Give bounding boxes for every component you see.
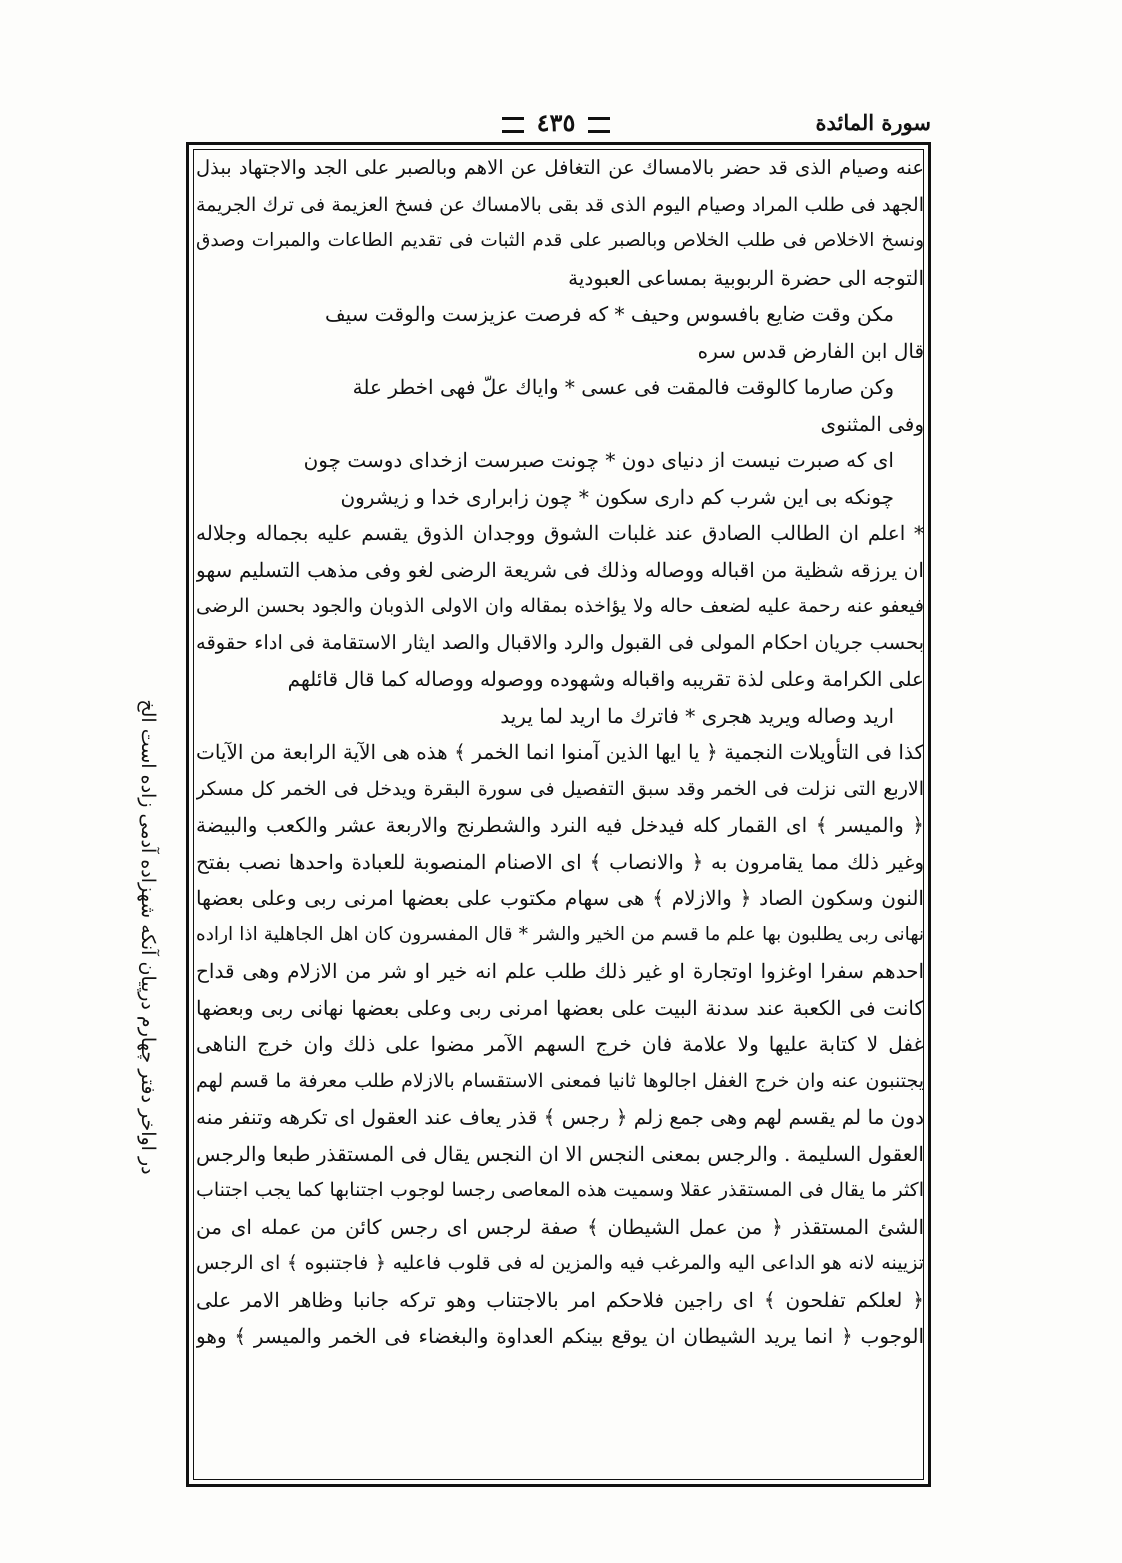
margin-note-text: در اواخر دفتر چهارم درپيان آنكه شهزاده آدمى زاده است الخ xyxy=(137,699,159,1175)
margin-note xyxy=(112,592,182,1292)
text-line: نهانى ربى يطلبون بها علم ما قسم من الخير والشر * قال المفسرون كان اهل الجاهلية اذا اراده xyxy=(196,923,924,945)
text-line: ونسخ الاخلاص فى طلب الخلاص وبالصبر على قدم الثبات فى تقديم الطاعات والمبرات وصدق xyxy=(196,230,924,251)
text-line: يجتنبون عنه وان خرج الغفل اجالوها ثانيا فمعنى الاستقسام بالازلام طلب معرفة ما قسم لهم xyxy=(196,1069,924,1092)
page-header xyxy=(186,104,931,144)
text-line: ﴿ والميسر ﴾ اى القمار كله فيدخل فيه النرد والشطرنج والاربعة عشر والكعب والبيضة xyxy=(196,813,924,837)
text-line: فيعفو عنه رحمة عليه لضعف حاله ولا يؤاخذه بمقاله وان الاولى الذوبان والجود بحسن الرضى xyxy=(196,595,924,617)
text-line: الوجوب ﴿ انما يريد الشيطان ان يوقع بينكم العداوة والبغضاء فى الخمر والميسر ﴾ وهو xyxy=(196,1324,924,1348)
verse-line: مكن وقت ضايع بافسوس وحيف * كه فرصت عزيزست والوقت سيف xyxy=(324,302,894,326)
text-line: على الكرامة وعلى لذة تقريبه واقباله وشهوده ووصوله ووصاله كما قال قائلهم xyxy=(287,667,924,691)
text-line: كانت فى الكعبة عند سدنة البيت على بعضها امرنى ربى وعلى بعضها نهانى ربى وبعضها xyxy=(196,995,924,1020)
body-text xyxy=(196,150,924,1355)
text-line: وفى المثنوى xyxy=(820,411,924,436)
text-line: بحسب جريان احكام المولى فى القبول والرد والاقبال والصد ايثار الاستقامة فى اداء حقوقه xyxy=(196,630,924,654)
text-line: التوجه الى حضرة الربوبية بمساعى العبودية xyxy=(568,265,924,290)
text-line: * اعلم ان الطالب الصادق عند غلبات الشوق ووجدان الذوق يقسم عليه بجماله وجلاله xyxy=(196,521,924,545)
text-line: ان يرزقه شظية من اقباله ووصاله وذلك فى شريعة الرضى لغو وفى مذهب التسليم سهو xyxy=(196,557,924,582)
text-line: النون وسكون الصاد ﴿ والازلام ﴾ هى سهام مكتوب على بعضها امرنى ربى وعلى بعضها xyxy=(196,886,924,910)
text-line: الاربع التى نزلت فى الخمر وقد سبق التفصيل فى سورة البقرة ويدخل فى الخمر كل مسكر xyxy=(196,777,924,800)
surah-title: سورة المائدة xyxy=(815,110,931,135)
text-line: احدهم سفرا اوغزوا اوتجارة او غير ذلك طلب علم انه خير او شر من الازلام وهى قداح xyxy=(196,959,924,983)
verse-line: اريد وصاله ويريد هجرى * فاترك ما اريد لما يريد xyxy=(500,703,894,728)
text-line: ﴿ لعلكم تفلحون ﴾ اى راجين فلاحكم امر بالاجتناب وهو تركه جانبا وظاهر الامر على xyxy=(196,1287,924,1312)
page-number-ornament xyxy=(496,108,616,137)
ornament-right-icon xyxy=(588,117,610,133)
verse-line: وكن صارما كالوقت فالمقت فى عسى * واياك علّ فهى اخطر علة xyxy=(352,375,894,399)
page-number: ٤٣٥ xyxy=(536,108,576,137)
text-line: كذا فى التأويلات النجمية ﴿ يا ايها الذين آمنوا انما الخمر ﴾ هذه هى الآية الرابعة من الآيات xyxy=(196,740,924,764)
text-line: عنه وصيام الذى قد حضر بالامساك عن التغافل عن الاهم وبالصبر على الجد والاجتهاد ببذل xyxy=(196,156,924,179)
text-line: وغير ذلك مما يقامرون به ﴿ والانصاب ﴾ اى الاصنام المنصوبة للعبادة واحدها نصب بفتح xyxy=(196,849,924,874)
text-line: تزيينه لانه هو الداعى اليه والمرغب فيه والمزين له فى قلوب فاعليه ﴿ فاجتنبوه ﴾ اى الرجس xyxy=(196,1252,924,1274)
text-line: اكثر ما يقال فى المستقذر عقلا وسميت هذه المعاصى رجسا لوجوب اجتنابها كما يجب اجتناب xyxy=(196,1179,924,1201)
text-line: غفل لا كتابة عليها ولا علامة فان خرج السهم الآمر مضوا على ذلك وان خرج الناهى xyxy=(196,1032,924,1056)
text-line: قال ابن الفارض قدس سره xyxy=(697,338,924,363)
text-line: الشئ المستقذر ﴿ من عمل الشيطان ﴾ صفة لرجس اى رجس كائن من عمله اى من xyxy=(196,1214,924,1239)
text-line: الجهد فى طلب المراد وصيام اليوم الذى قد بقى بالامساك عن فسخ العزيمة فى ترك الجريمة xyxy=(196,193,924,216)
verse-line: اى كه صبرت نيست از دنياى دون * چونت صبرست ازخداى دوست چون xyxy=(303,448,894,472)
ornament-left-icon xyxy=(502,117,524,133)
text-line: دون ما لم يقسم لهم وهى جمع زلم ﴿ رجس ﴾ قذر يعاف عند العقول اى تكرهه وتنفر منه xyxy=(196,1105,924,1129)
verse-line: چونكه بى اين شرب كم دارى سكون * چون زابرارى خدا و زيشرون xyxy=(340,484,894,509)
text-line: العقول السليمة . والرجس بمعنى النجس الا ان النجس يقال فى المستقذر طبعا والرجس xyxy=(196,1141,924,1166)
